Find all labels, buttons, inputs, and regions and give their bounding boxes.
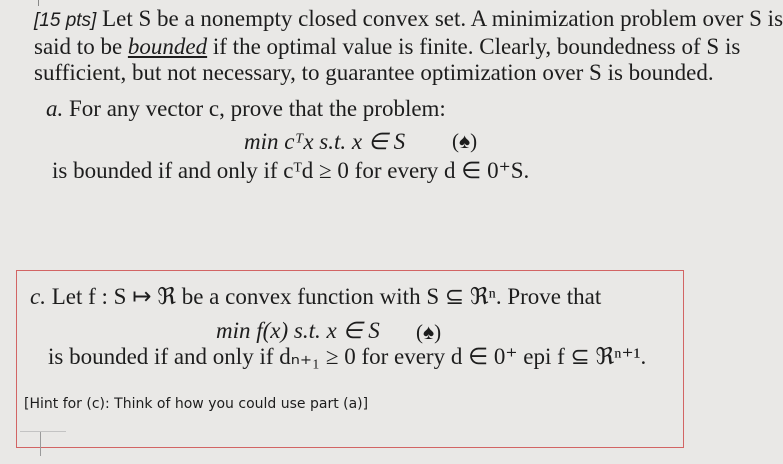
intro-line-1 bbox=[34, 6, 783, 32]
part-c-label: c. bbox=[30, 284, 46, 309]
part-a-equation-tag: (♠) bbox=[452, 129, 478, 153]
intro-line-3: sufficient, but not necessary, to guarantee optimization over S is bounded. bbox=[34, 60, 714, 85]
part-a-bounded-statement: is bounded if and only if cᵀd ≥ 0 for every d ∈ 0⁺S. bbox=[52, 158, 530, 183]
part-a-prompt bbox=[46, 96, 446, 122]
part-c-bounded-statement: is bounded if and only if dₙ₊₁ ≥ 0 for every d ∈ 0⁺ epi f ⊆ ℜⁿ⁺¹. bbox=[48, 344, 647, 369]
part-a-equation: min cᵀx s.t. x ∈ S bbox=[244, 129, 406, 154]
points-marker: [15 pts] bbox=[34, 10, 97, 31]
part-c-hint: [Hint for (c): Think of how you could use part (a)] bbox=[24, 396, 369, 412]
part-c-text: Let f : S ↦ ℜ be a convex function with S ⊆ ℜⁿ. Prove that bbox=[51, 284, 602, 309]
intro-text-2b: if the optimal value is finite. Clearly, boundedness of S is bbox=[207, 34, 741, 59]
part-c-prompt bbox=[30, 284, 601, 310]
bounded-underlined: bounded bbox=[127, 34, 208, 59]
text-entry-underline[interactable] bbox=[20, 431, 66, 432]
intro-line-2 bbox=[34, 34, 740, 60]
intro-text-1: Let S be a nonempty closed convex set. A minimization problem over S is bbox=[102, 6, 783, 31]
intro-text-2a: said to be bbox=[34, 34, 128, 59]
part-c-equation-tag: (♠) bbox=[416, 320, 442, 344]
part-c-equation: min f(x) s.t. x ∈ S bbox=[216, 318, 380, 343]
text-cursor[interactable] bbox=[40, 432, 41, 456]
part-a-label: a. bbox=[46, 96, 64, 121]
part-a-text: For any vector c, prove that the problem: bbox=[69, 96, 446, 121]
